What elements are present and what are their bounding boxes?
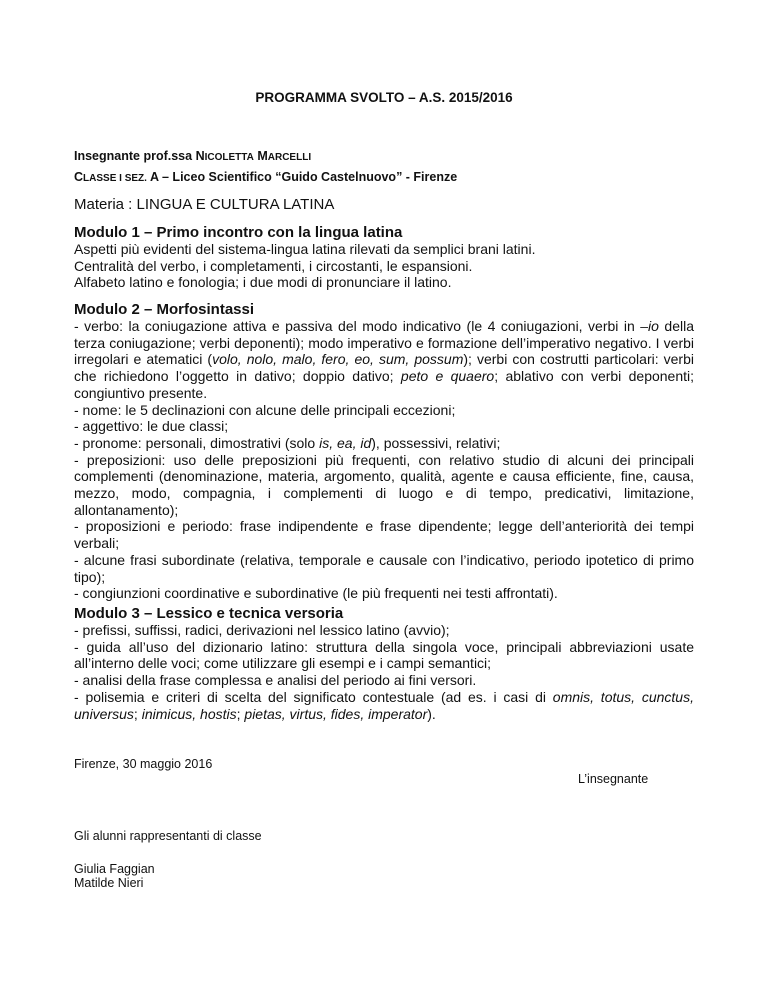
student-name: Matilde Nieri: [74, 876, 144, 890]
class-initial: C: [74, 170, 84, 184]
students-label: Gli alunni rappresentanti di classe: [74, 829, 262, 843]
place-date: Firenze, 30 maggio 2016: [74, 757, 213, 771]
analisi-item: - analisi della frase complessa e analisi del periodo ai fini versori.: [74, 672, 477, 689]
teacher-signature-label: L’insegnante: [578, 772, 649, 786]
module-1-line: Alfabeto latino e fonologia; i due modi di pronunciare il latino.: [74, 274, 452, 291]
text: ); verbi con costrutti particolari: verbi che richiedono l’oggetto in dativo; doppio dativo;: [74, 351, 694, 385]
class-rest: LASSE: [83, 173, 117, 184]
module-2-body: [74, 318, 694, 602]
italic-term: volo, nolo, malo, fero, eo, sum, possum: [212, 351, 464, 368]
school-name: – Liceo Scientifico “Guido Castelnuovo” - Firenze: [158, 170, 458, 184]
teacher-last-initial: M: [257, 149, 268, 163]
preposizioni-item: - preposizioni: uso delle preposizioni più frequenti, con relativo studio di alcuni dei principali complementi (denominazione, materia, argomento, qualità, agente e causa efficiente, fine, causa, mezzo, modo, compagnia, i complementi di luogo e di tempo, predicativi, limitazione, allontanamento);: [74, 451, 694, 518]
text: ; ablativo con verbi deponenti; congiuntivo presente.: [74, 368, 695, 401]
module-1-line: Aspetti più evidenti del sistema-lingua latina rilevati da semplici brani latini.: [74, 241, 536, 257]
text: ;: [236, 705, 245, 722]
class-line: [74, 170, 457, 184]
module-1-title: Modulo 1 – Primo incontro con la lingua latina: [74, 224, 403, 241]
module-1-line: Centralità del verbo, i completamenti, i circostanti, le espansioni.: [74, 257, 473, 274]
dizionario-item: - guida all’uso del dizionario latino: struttura della singola voce, principali abbreviazioni usate all’interno delle voci; come utilizzare gli esempi e i campi semantici;: [74, 638, 694, 672]
teacher-line: [74, 149, 311, 163]
student-name: Giulia Faggian: [74, 862, 155, 876]
nome-item: - nome: le 5 declinazioni con alcune delle principali eccezioni;: [74, 401, 456, 418]
italic-term: peto e quaero: [400, 368, 495, 385]
class-number: I: [116, 173, 125, 184]
italic-term: inimicus, hostis: [141, 705, 237, 722]
section-label: SEZ.: [124, 173, 147, 184]
italic-term: omnis, totus, cunctus, universus: [74, 688, 694, 722]
class-letter: A: [146, 170, 159, 184]
prefissi-item: - prefissi, suffissi, radici, derivazioni nel lessico latino (avvio);: [74, 622, 450, 638]
subordinate-item: - alcune frasi subordinate (relativa, temporale e causale con l’indicativo, periodo ipotetico di primo tipo);: [74, 551, 694, 585]
module-3-body: [74, 622, 694, 722]
text: - pronome: personali, dimostrativi (solo: [74, 434, 320, 451]
italic-term: –io: [640, 318, 659, 334]
proposizioni-item: - proposizioni e periodo: frase indipendente e frase dipendente; legge dell’anteriorità dei tempi verbali;: [74, 518, 694, 552]
aggettivo-item: - aggettivo: le due classi;: [74, 418, 229, 435]
document-title: PROGRAMMA SVOLTO – A.S. 2015/2016: [255, 90, 513, 105]
verbo-item: [74, 318, 694, 402]
module-2-title: Modulo 2 – Morfosintassi: [74, 301, 255, 318]
teacher-last-rest: ARCELLI: [267, 152, 312, 163]
teacher-first-rest: ICOLETTA: [204, 152, 254, 163]
teacher-prefix: Insegnante prof.ssa: [74, 149, 196, 163]
text: - verbo: la coniugazione attiva e passiva del modo indicativo (le 4 coniugazioni, verbi in: [74, 318, 641, 334]
teacher-first-initial: N: [195, 149, 205, 163]
italic-term: pietas, virtus, fides, imperator: [244, 705, 428, 722]
module-1-body: [74, 241, 694, 291]
module-3-title: Modulo 3 – Lessico e tecnica versoria: [74, 605, 344, 622]
polisemia-item: [74, 689, 694, 722]
text: ), possessivi, relativi;: [371, 434, 501, 451]
italic-term: is, ea, id: [319, 434, 372, 451]
text: - polisemia e criteri di scelta del significato contestuale (ad es. i casi di: [74, 688, 553, 705]
pronome-item: [74, 435, 694, 452]
congiunzioni-item: - congiunzioni coordinative e subordinative (le più frequenti nei testi affrontati).: [74, 585, 558, 602]
text: ;: [133, 705, 142, 722]
text: della terza coniugazione; verbi deponenti); modo imperativo e formazione dell’imperativo negativo. I verbi irregolari e atematici (: [74, 318, 695, 368]
text: ).: [427, 705, 436, 722]
subject-line: Materia : LINGUA E CULTURA LATINA: [74, 196, 335, 213]
